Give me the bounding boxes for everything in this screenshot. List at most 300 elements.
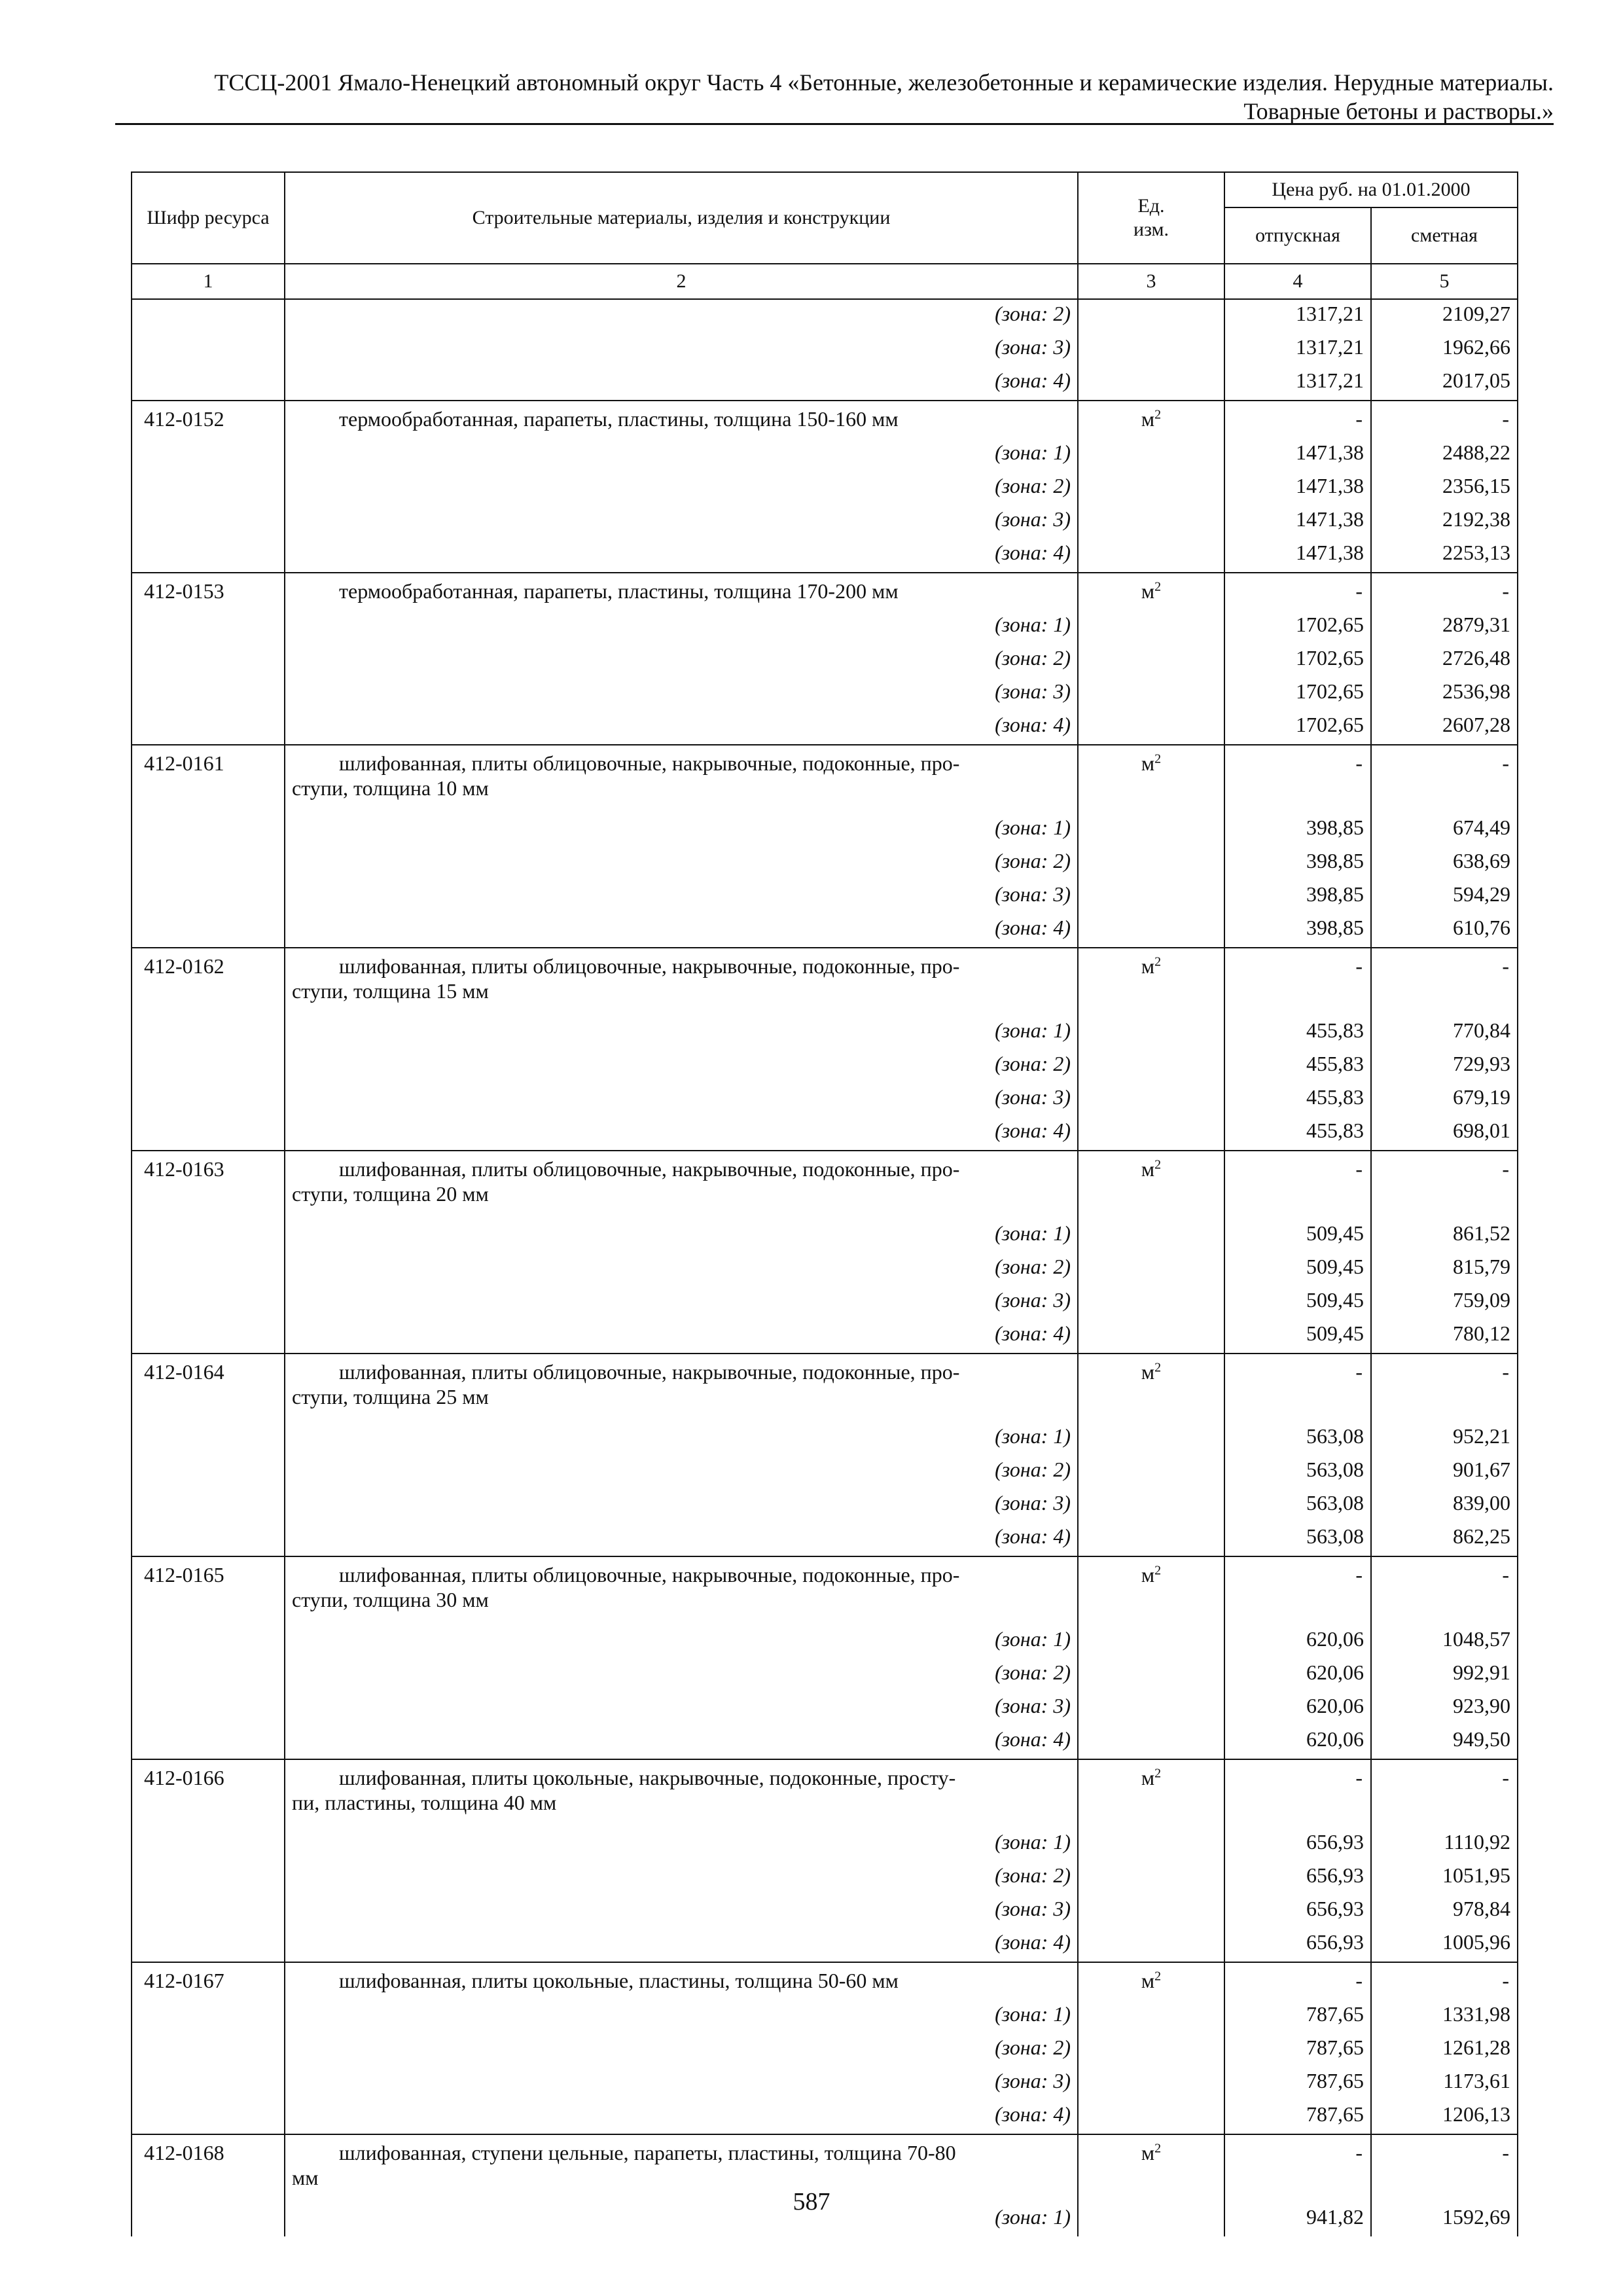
resource-code-cell xyxy=(132,644,285,677)
resource-code-cell xyxy=(132,2000,285,2034)
price-estimate: 2536,98 xyxy=(1371,677,1518,711)
zone-label: (зона: 3) xyxy=(285,505,1078,539)
material-name-line-2: пи, пластины, толщина 40 мм xyxy=(292,1791,557,1814)
price-release: 509,45 xyxy=(1224,1286,1371,1319)
unit-cell xyxy=(1078,1928,1224,1962)
price-estimate: - xyxy=(1371,948,1518,1016)
unit-cell xyxy=(1078,1659,1224,1692)
material-name xyxy=(285,1556,1078,1625)
unit-cell xyxy=(1078,401,1224,439)
price-release: 656,93 xyxy=(1224,1828,1371,1861)
price-estimate: 1110,92 xyxy=(1371,1828,1518,1861)
price-release: - xyxy=(1224,401,1371,439)
price-estimate: 1261,28 xyxy=(1371,2034,1518,2067)
material-name-line-1: шлифованная, ступени цельные, парапеты, пластины, толщина 70-80 xyxy=(339,2141,956,2164)
price-release: 656,93 xyxy=(1224,1928,1371,1962)
price-estimate: 610,76 xyxy=(1371,914,1518,948)
unit-cell xyxy=(1078,333,1224,367)
resource-code: 412-0161 xyxy=(132,745,285,814)
resource-code: 412-0153 xyxy=(132,573,285,611)
price-release: - xyxy=(1224,948,1371,1016)
material-name-line-1: шлифованная, плиты облицовочные, накрывочные, подоконные, про- xyxy=(339,1563,960,1587)
zone-row xyxy=(132,1489,1518,1522)
item-row xyxy=(132,573,1518,611)
price-estimate: 862,25 xyxy=(1371,1522,1518,1556)
zone-label: (зона: 4) xyxy=(285,1522,1078,1556)
unit-exponent: 2 xyxy=(1154,954,1162,969)
unit-text: м xyxy=(1141,579,1155,603)
zone-label: (зона: 1) xyxy=(285,814,1078,847)
price-release: 398,85 xyxy=(1224,814,1371,847)
running-header-line-2: Товарные бетоны и растворы.» xyxy=(1243,98,1554,124)
resource-code: 412-0167 xyxy=(132,1962,285,2000)
material-name xyxy=(285,1354,1078,1422)
price-estimate: 992,91 xyxy=(1371,1659,1518,1692)
zone-row xyxy=(132,472,1518,505)
zone-label: (зона: 3) xyxy=(285,2067,1078,2100)
zone-label: (зона: 4) xyxy=(285,1319,1078,1354)
unit-cell xyxy=(1078,745,1224,814)
item-row xyxy=(132,1354,1518,1422)
unit-cell xyxy=(1078,1016,1224,1050)
zone-label: (зона: 1) xyxy=(285,1828,1078,1861)
price-estimate: 674,49 xyxy=(1371,814,1518,847)
resource-price-table xyxy=(131,171,1518,2236)
unit-text: м xyxy=(1141,1360,1155,1384)
unit-exponent: 2 xyxy=(1154,1969,1162,1984)
resource-code-cell xyxy=(132,505,285,539)
zone-label: (зона: 4) xyxy=(285,1928,1078,1962)
zone-row xyxy=(132,1625,1518,1659)
item-row xyxy=(132,401,1518,439)
resource-code-cell xyxy=(132,1928,285,1962)
price-estimate: 698,01 xyxy=(1371,1117,1518,1151)
zone-label: (зона: 2) xyxy=(285,1659,1078,1692)
price-estimate: 978,84 xyxy=(1371,1895,1518,1928)
resource-code-cell xyxy=(132,1117,285,1151)
resource-code: 412-0166 xyxy=(132,1759,285,1828)
material-name-line-1: шлифованная, плиты цокольные, накрывочные, подоконные, просту- xyxy=(339,1766,956,1789)
resource-code-cell xyxy=(132,1522,285,1556)
column-number-4: 4 xyxy=(1224,264,1371,299)
price-release: 398,85 xyxy=(1224,880,1371,914)
unit-cell xyxy=(1078,914,1224,948)
resource-code: 412-0163 xyxy=(132,1151,285,1219)
zone-row xyxy=(132,2100,1518,2134)
header-code: Шифр ресурса xyxy=(132,172,285,264)
unit-exponent: 2 xyxy=(1154,1157,1162,1172)
price-release: 1702,65 xyxy=(1224,711,1371,745)
unit-text: м xyxy=(1141,1766,1155,1789)
unit-cell xyxy=(1078,1861,1224,1895)
zone-label: (зона: 3) xyxy=(285,677,1078,711)
unit-exponent: 2 xyxy=(1154,579,1162,594)
price-estimate: 901,67 xyxy=(1371,1456,1518,1489)
price-estimate: 2192,38 xyxy=(1371,505,1518,539)
resource-code-cell xyxy=(132,1253,285,1286)
price-estimate: 1206,13 xyxy=(1371,2100,1518,2134)
column-number-2: 2 xyxy=(285,264,1078,299)
zone-row xyxy=(132,644,1518,677)
price-estimate: 638,69 xyxy=(1371,847,1518,880)
unit-cell xyxy=(1078,472,1224,505)
zone-row xyxy=(132,1522,1518,1556)
price-estimate: 949,50 xyxy=(1371,1725,1518,1759)
zone-row xyxy=(132,814,1518,847)
price-release: 941,82 xyxy=(1224,2203,1371,2236)
price-estimate: 2356,15 xyxy=(1371,472,1518,505)
zone-label: (зона: 2) xyxy=(285,1456,1078,1489)
column-number-3: 3 xyxy=(1078,264,1224,299)
item-row xyxy=(132,1759,1518,1828)
unit-cell xyxy=(1078,1151,1224,1219)
unit-cell xyxy=(1078,644,1224,677)
zone-label: (зона: 3) xyxy=(285,1489,1078,1522)
unit-text: м xyxy=(1141,1969,1155,1992)
resource-code-cell xyxy=(132,711,285,745)
page-number: 587 xyxy=(793,2188,830,2215)
price-release: 1317,21 xyxy=(1224,367,1371,401)
price-estimate: 1005,96 xyxy=(1371,1928,1518,1962)
material-name-text: термообработанная, парапеты, пластины, толщина 150-160 мм xyxy=(339,407,899,431)
price-release: - xyxy=(1224,745,1371,814)
price-release: 620,06 xyxy=(1224,1692,1371,1725)
zone-label: (зона: 1) xyxy=(285,611,1078,644)
material-name xyxy=(285,573,1078,611)
resource-code-cell xyxy=(132,1895,285,1928)
unit-cell xyxy=(1078,1286,1224,1319)
zone-row xyxy=(132,1828,1518,1861)
unit-cell xyxy=(1078,2067,1224,2100)
unit-cell xyxy=(1078,505,1224,539)
price-estimate: - xyxy=(1371,1962,1518,2000)
unit-exponent: 2 xyxy=(1154,751,1162,766)
material-name-line-1: шлифованная, плиты облицовочные, накрывочные, подоконные, про- xyxy=(339,1157,960,1181)
price-release: 620,06 xyxy=(1224,1625,1371,1659)
resource-code-cell xyxy=(132,1319,285,1354)
resource-code-cell xyxy=(132,1422,285,1456)
price-release: 398,85 xyxy=(1224,847,1371,880)
zone-label: (зона: 1) xyxy=(285,2203,1078,2236)
price-release: 620,06 xyxy=(1224,1659,1371,1692)
unit-cell xyxy=(1078,1253,1224,1286)
price-estimate: 2488,22 xyxy=(1371,439,1518,472)
price-release: 455,83 xyxy=(1224,1117,1371,1151)
price-release: 787,65 xyxy=(1224,2034,1371,2067)
zone-row xyxy=(132,367,1518,401)
zone-row xyxy=(132,1253,1518,1286)
resource-code-cell xyxy=(132,333,285,367)
price-release: 787,65 xyxy=(1224,2000,1371,2034)
unit-cell xyxy=(1078,1692,1224,1725)
zone-label: (зона: 1) xyxy=(285,1219,1078,1253)
material-name xyxy=(285,1759,1078,1828)
item-row xyxy=(132,948,1518,1016)
zone-label: (зона: 2) xyxy=(285,644,1078,677)
unit-cell xyxy=(1078,1319,1224,1354)
price-release: 509,45 xyxy=(1224,1219,1371,1253)
price-estimate: 923,90 xyxy=(1371,1692,1518,1725)
zone-row xyxy=(132,1319,1518,1354)
header-unit: Ед. изм. xyxy=(1078,172,1224,264)
resource-code-cell xyxy=(132,1659,285,1692)
zone-label: (зона: 3) xyxy=(285,1692,1078,1725)
unit-cell xyxy=(1078,1725,1224,1759)
column-number-5: 5 xyxy=(1371,264,1518,299)
zone-row xyxy=(132,1692,1518,1725)
resource-code-cell xyxy=(132,1828,285,1861)
price-estimate: 1592,69 xyxy=(1371,2203,1518,2236)
zone-row xyxy=(132,1422,1518,1456)
price-estimate: 759,09 xyxy=(1371,1286,1518,1319)
resource-code-cell xyxy=(132,472,285,505)
unit-exponent: 2 xyxy=(1154,1766,1162,1781)
price-estimate: - xyxy=(1371,1354,1518,1422)
price-release: 563,08 xyxy=(1224,1422,1371,1456)
zone-row xyxy=(132,677,1518,711)
resource-code-cell xyxy=(132,1725,285,1759)
unit-cell xyxy=(1078,1083,1224,1117)
price-estimate: 2017,05 xyxy=(1371,367,1518,401)
resource-code-cell xyxy=(132,1489,285,1522)
price-release: 1471,38 xyxy=(1224,505,1371,539)
price-release: - xyxy=(1224,2134,1371,2203)
price-estimate: - xyxy=(1371,1151,1518,1219)
zone-row xyxy=(132,333,1518,367)
unit-cell xyxy=(1078,2100,1224,2134)
resource-code-cell xyxy=(132,2067,285,2100)
price-release: 1471,38 xyxy=(1224,539,1371,573)
zone-row xyxy=(132,2000,1518,2034)
material-name xyxy=(285,1962,1078,2000)
zone-row xyxy=(132,439,1518,472)
material-name-line-1: шлифованная, плиты облицовочные, накрывочные, подоконные, про- xyxy=(339,751,960,775)
resource-code-cell xyxy=(132,439,285,472)
price-release: - xyxy=(1224,1759,1371,1828)
unit-text: м xyxy=(1141,954,1155,978)
price-release: - xyxy=(1224,1151,1371,1219)
resource-code-cell xyxy=(132,1456,285,1489)
price-release: 656,93 xyxy=(1224,1861,1371,1895)
zone-row xyxy=(132,2034,1518,2067)
unit-exponent: 2 xyxy=(1154,1563,1162,1578)
zone-label: (зона: 4) xyxy=(285,539,1078,573)
zone-row xyxy=(132,1083,1518,1117)
price-release: 563,08 xyxy=(1224,1456,1371,1489)
zone-label: (зона: 3) xyxy=(285,880,1078,914)
unit-cell xyxy=(1078,539,1224,573)
unit-text: м xyxy=(1141,407,1155,431)
price-estimate: 2109,27 xyxy=(1371,299,1518,333)
price-release: 1702,65 xyxy=(1224,611,1371,644)
price-release: 1702,65 xyxy=(1224,644,1371,677)
header-price-estimate: сметная xyxy=(1371,207,1518,264)
zone-label: (зона: 2) xyxy=(285,847,1078,880)
price-estimate: 2726,48 xyxy=(1371,644,1518,677)
material-name xyxy=(285,948,1078,1016)
zone-label: (зона: 1) xyxy=(285,439,1078,472)
price-release: 656,93 xyxy=(1224,1895,1371,1928)
material-name-line-1: шлифованная, плиты облицовочные, накрывочные, подоконные, про- xyxy=(339,1360,960,1384)
material-name-text: термообработанная, парапеты, пластины, толщина 170-200 мм xyxy=(339,579,899,603)
resource-code: 412-0168 xyxy=(132,2134,285,2203)
unit-text: м xyxy=(1141,1157,1155,1181)
unit-cell xyxy=(1078,677,1224,711)
price-estimate: 1331,98 xyxy=(1371,2000,1518,2034)
material-name-line-2: ступи, толщина 15 мм xyxy=(292,979,489,1003)
material-name-line-1: шлифованная, плиты облицовочные, накрывочные, подоконные, про- xyxy=(339,954,960,978)
unit-cell xyxy=(1078,1219,1224,1253)
resource-code-cell xyxy=(132,2034,285,2067)
zone-label: (зона: 1) xyxy=(285,1016,1078,1050)
material-name-line-2: ступи, толщина 30 мм xyxy=(292,1588,489,1611)
price-estimate: - xyxy=(1371,401,1518,439)
price-release: 509,45 xyxy=(1224,1319,1371,1354)
unit-cell xyxy=(1078,573,1224,611)
zone-label: (зона: 1) xyxy=(285,2000,1078,2034)
material-name-line-2: ступи, толщина 20 мм xyxy=(292,1182,489,1206)
price-release: - xyxy=(1224,1354,1371,1422)
zone-row xyxy=(132,539,1518,573)
price-estimate: 1173,61 xyxy=(1371,2067,1518,2100)
price-release: 455,83 xyxy=(1224,1083,1371,1117)
price-estimate: 2253,13 xyxy=(1371,539,1518,573)
zone-row xyxy=(132,880,1518,914)
zone-row xyxy=(132,847,1518,880)
zone-row xyxy=(132,1928,1518,1962)
unit-cell xyxy=(1078,1828,1224,1861)
zone-label: (зона: 3) xyxy=(285,1286,1078,1319)
zone-row xyxy=(132,1286,1518,1319)
material-name-line-2: мм xyxy=(292,2166,319,2189)
unit-cell xyxy=(1078,1422,1224,1456)
material-name-text: шлифованная, плиты цокольные, пластины, толщина 50-60 мм xyxy=(339,1969,899,1992)
zone-label: (зона: 3) xyxy=(285,1083,1078,1117)
price-estimate: 815,79 xyxy=(1371,1253,1518,1286)
price-estimate: - xyxy=(1371,745,1518,814)
unit-cell xyxy=(1078,1354,1224,1422)
unit-text: м xyxy=(1141,751,1155,775)
price-estimate: 839,00 xyxy=(1371,1489,1518,1522)
price-estimate: - xyxy=(1371,573,1518,611)
price-release: 509,45 xyxy=(1224,1253,1371,1286)
unit-cell xyxy=(1078,847,1224,880)
unit-cell xyxy=(1078,880,1224,914)
unit-cell xyxy=(1078,711,1224,745)
resource-code-cell xyxy=(132,914,285,948)
resource-code-cell xyxy=(132,1050,285,1083)
zone-label: (зона: 4) xyxy=(285,2100,1078,2134)
zone-label: (зона: 2) xyxy=(285,299,1078,333)
column-number-1: 1 xyxy=(132,264,285,299)
zone-row xyxy=(132,1861,1518,1895)
item-row xyxy=(132,1962,1518,2000)
price-release: 398,85 xyxy=(1224,914,1371,948)
resource-code-cell xyxy=(132,1692,285,1725)
resource-code-cell xyxy=(132,1861,285,1895)
zone-label: (зона: 3) xyxy=(285,333,1078,367)
price-estimate: 770,84 xyxy=(1371,1016,1518,1050)
zone-row xyxy=(132,2067,1518,2100)
price-estimate: 1048,57 xyxy=(1371,1625,1518,1659)
resource-code-cell xyxy=(132,367,285,401)
price-release: 1471,38 xyxy=(1224,439,1371,472)
unit-cell xyxy=(1078,439,1224,472)
resource-code-cell xyxy=(132,2100,285,2134)
unit-cell xyxy=(1078,2034,1224,2067)
item-row xyxy=(132,1151,1518,1219)
price-release: 1317,21 xyxy=(1224,333,1371,367)
unit-exponent: 2 xyxy=(1154,1360,1162,1375)
zone-row xyxy=(132,1895,1518,1928)
running-header xyxy=(115,68,1554,126)
zone-label: (зона: 4) xyxy=(285,1725,1078,1759)
price-estimate: 594,29 xyxy=(1371,880,1518,914)
unit-exponent: 2 xyxy=(1154,407,1162,422)
resource-code-cell xyxy=(132,847,285,880)
unit-cell xyxy=(1078,2000,1224,2034)
resource-code: 412-0164 xyxy=(132,1354,285,1422)
zone-label: (зона: 4) xyxy=(285,711,1078,745)
resource-code-cell xyxy=(132,814,285,847)
zone-row xyxy=(132,1117,1518,1151)
price-release: 787,65 xyxy=(1224,2067,1371,2100)
zone-row xyxy=(132,1659,1518,1692)
resource-code-cell xyxy=(132,880,285,914)
unit-cell xyxy=(1078,1759,1224,1828)
item-row xyxy=(132,1556,1518,1625)
resource-code: 412-0162 xyxy=(132,948,285,1016)
resource-code-cell xyxy=(132,1083,285,1117)
unit-cell xyxy=(1078,814,1224,847)
price-estimate: 952,21 xyxy=(1371,1422,1518,1456)
header-price-release: отпускная xyxy=(1224,207,1371,264)
unit-cell xyxy=(1078,1556,1224,1625)
price-estimate: 2607,28 xyxy=(1371,711,1518,745)
zone-label: (зона: 4) xyxy=(285,1117,1078,1151)
price-release: 787,65 xyxy=(1224,2100,1371,2134)
zone-row xyxy=(132,1219,1518,1253)
price-release: - xyxy=(1224,1962,1371,2000)
running-header-line-1: ТССЦ-2001 Ямало-Ненецкий автономный округ Часть 4 «Бетонные, железобетонные и керамические изделия. Нерудные материалы. xyxy=(214,69,1554,96)
price-release: - xyxy=(1224,1556,1371,1625)
zone-row xyxy=(132,1456,1518,1489)
unit-cell xyxy=(1078,1117,1224,1151)
price-estimate: - xyxy=(1371,1759,1518,1828)
header-rule xyxy=(115,123,1554,125)
zone-label: (зона: 2) xyxy=(285,472,1078,505)
zone-row xyxy=(132,914,1518,948)
material-name-line-2: ступи, толщина 10 мм xyxy=(292,776,489,800)
price-estimate: - xyxy=(1371,1556,1518,1625)
price-estimate: 861,52 xyxy=(1371,1219,1518,1253)
unit-cell xyxy=(1078,948,1224,1016)
zone-label: (зона: 1) xyxy=(285,1625,1078,1659)
zone-label: (зона: 4) xyxy=(285,914,1078,948)
material-name xyxy=(285,1151,1078,1219)
price-release: 1471,38 xyxy=(1224,472,1371,505)
material-name xyxy=(285,401,1078,439)
zone-row xyxy=(132,505,1518,539)
unit-cell xyxy=(1078,1050,1224,1083)
header-name: Строительные материалы, изделия и конструкции xyxy=(285,172,1078,264)
header-price-group: Цена руб. на 01.01.2000 xyxy=(1224,172,1518,207)
price-estimate: 2879,31 xyxy=(1371,611,1518,644)
zone-label: (зона: 4) xyxy=(285,367,1078,401)
unit-text: м xyxy=(1141,1563,1155,1587)
resource-code-cell xyxy=(132,1625,285,1659)
price-release: 455,83 xyxy=(1224,1050,1371,1083)
